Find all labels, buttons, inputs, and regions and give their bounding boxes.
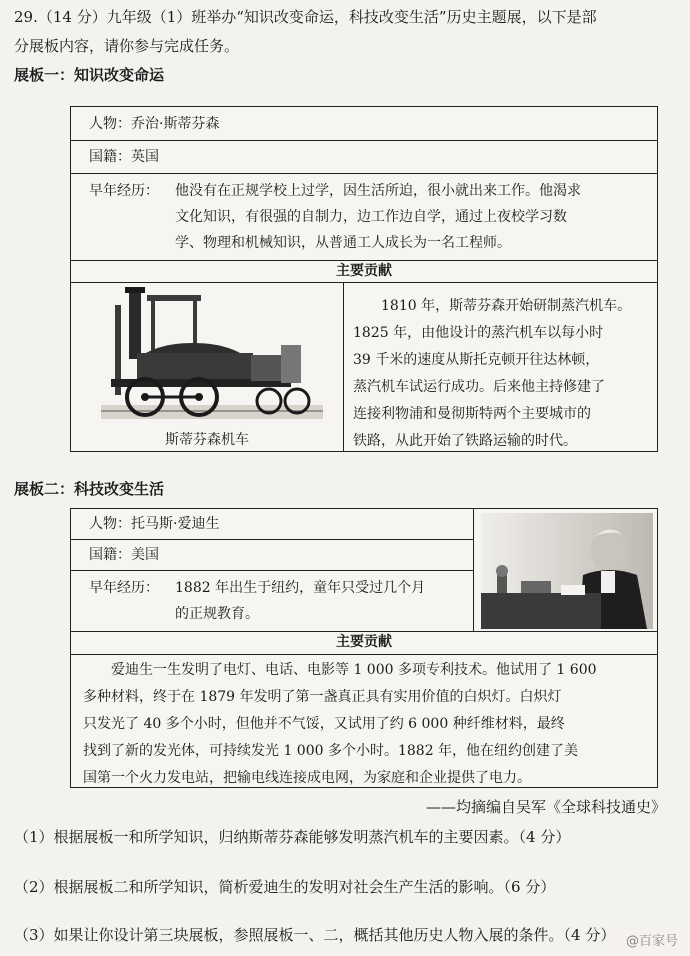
panel1-early-row — [71, 174, 657, 261]
panel1-heading: 展板一：知识改变命运 — [14, 66, 165, 84]
question-line-2: 分展板内容，请你参与完成任务。 — [14, 37, 240, 55]
panel2-contrib-text — [83, 657, 649, 792]
panel1-contrib-line-6: 铁路，从此开始了铁路运输的时代。 — [353, 433, 577, 449]
panel1-early-line-2: 文化知识，有很强的自制力，边工作边自学，通过上夜校学习数 — [175, 209, 567, 225]
panel1-contrib-line-4: 蒸汽机车试运行成功。后来他主持修建了 — [353, 379, 605, 395]
panel1-contrib-line-2: 1825 年，由他设计的蒸汽机车以每小时 — [353, 325, 604, 341]
panel1-image-caption: 斯蒂芬森机车 — [165, 432, 249, 448]
panel1-contrib-line-5: 连接利物浦和曼彻斯特两个主要城市的 — [353, 406, 591, 422]
sub-question-2: （2）根据展板二和所学知识，简析爱迪生的发明对社会生产生活的影响。（6 分） — [14, 878, 556, 896]
panel1-contrib-line-1: 1810 年，斯蒂芬森开始研制蒸汽机车。 — [381, 298, 632, 314]
panel1-early-line-1: 他没有在正规学校上过学，因生活所迫，很小就出来工作。他渴求 — [175, 183, 581, 199]
panel1-contrib-header: 主要贡献 — [336, 263, 392, 279]
panel2-table — [70, 508, 658, 788]
edison-photo — [481, 513, 653, 629]
panel1-divider — [343, 283, 344, 451]
panel2-contrib-line-4: 找到了新的发光体，可持续发光 1 000 多个小时。1882 年，他在纽约创建了美 — [83, 743, 579, 759]
panel2-nationality: 国籍：美国 — [89, 547, 159, 563]
panel2-early-line-1: 1882 年出生于纽约，童年只受过几个月 — [175, 580, 426, 596]
panel1-person-row — [71, 107, 657, 141]
panel2-early-label: 早年经历： — [89, 580, 159, 596]
panel2-contrib-line-2: 多种材料，终于在 1879 年发明了第一盏真正具有实用价值的白炽灯。白炽灯 — [83, 689, 562, 705]
panel2-early-row — [71, 571, 473, 631]
source-citation: ——均摘编自吴军《全球科技通史》 — [425, 798, 666, 816]
panel1-nationality: 国籍：英国 — [89, 149, 159, 165]
panel1-early-label: 早年经历： — [89, 183, 159, 199]
sub-question-3: （3）如果让你设计第三块展板，参照展板一、二，概括其他历史人物入展的条件。（4 分） — [14, 926, 616, 944]
panel2-contrib-line-5: 国第一个火力发电站，把输电线连接成电网，为家庭和企业提供了电力。 — [83, 770, 531, 786]
panel1-contrib-header-row — [71, 261, 657, 283]
panel1-contrib-text — [353, 293, 653, 455]
panel1-table — [70, 106, 658, 452]
panel2-contrib-header-row — [71, 631, 657, 655]
panel2-early-line-2: 的正规教育。 — [175, 606, 259, 622]
sub-question-1: （1）根据展板一和所学知识，归纳斯蒂芬森能够发明蒸汽机车的主要因素。（4 分） — [14, 828, 571, 846]
question-line-1: 29.（14 分）九年级（1）班举办“知识改变命运，科技改变生活”历史主题展，以下是部 — [14, 8, 597, 26]
panel2-person-row — [71, 509, 473, 540]
panel2-contrib-line-1: 爱迪生一生发明了电灯、电话、电影等 1 000 多项专利技术。他试用了 1 600 — [111, 662, 597, 678]
panel1-early-line-3: 学、物理和机械知识，从普通工人成长为一名工程师。 — [175, 235, 511, 251]
panel2-person: 人物：托马斯·爱迪生 — [89, 516, 220, 532]
locomotive-illustration — [101, 285, 323, 425]
panel2-heading: 展板二：科技改变生活 — [14, 480, 165, 498]
panel2-contrib-header: 主要贡献 — [336, 634, 392, 650]
panel2-nationality-row — [71, 540, 473, 571]
panel1-contrib-line-3: 39 千米的速度从斯托克顿开往达林顿， — [353, 352, 600, 368]
panel1-person: 人物：乔治·斯蒂芬森 — [89, 116, 220, 132]
panel2-photo-divider — [473, 509, 474, 631]
watermark: @百家号 — [622, 930, 682, 949]
panel2-contrib-line-3: 只发光了 40 多个小时，但他并不气馁，又试用了约 6 000 种纤维材料，最终 — [83, 716, 565, 732]
panel1-nationality-row — [71, 141, 657, 174]
